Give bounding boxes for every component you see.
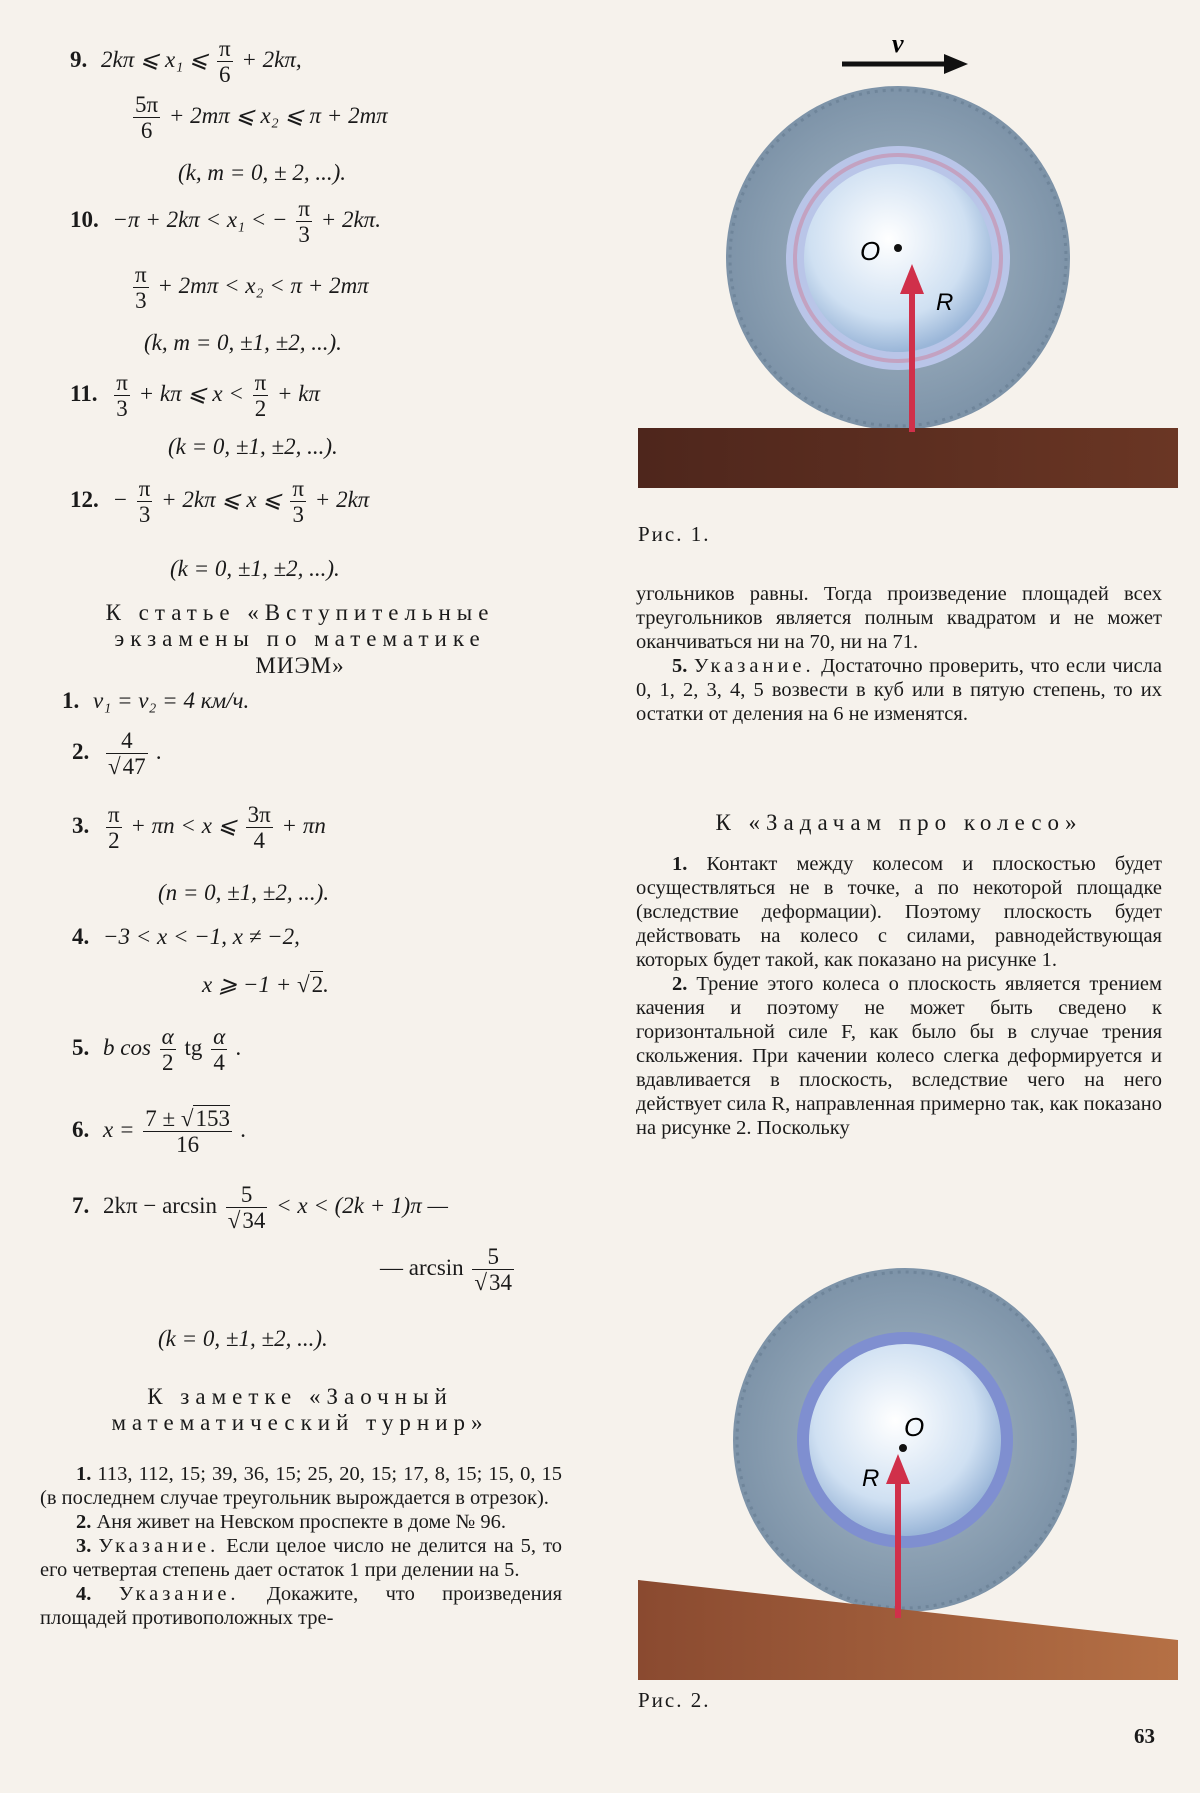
denominator: 3: [298, 222, 310, 248]
denominator: √34: [227, 1208, 266, 1234]
page-number: 63: [1134, 1724, 1155, 1748]
miem-answer-4: [72, 924, 300, 950]
expr: — arcsin: [380, 1255, 464, 1281]
denominator: 3: [138, 502, 151, 528]
expr: + πn < x ⩽: [130, 813, 237, 839]
force-label: R: [862, 1465, 880, 1492]
numerator: 3π: [247, 802, 271, 827]
answer-number: 2.: [672, 973, 688, 995]
miem-answer-6: [72, 1106, 246, 1158]
expr: + 2kπ.: [320, 207, 381, 233]
answer-10-line1: [70, 196, 381, 248]
expr: + 2kπ: [314, 487, 370, 513]
answer-12-line1: [70, 476, 369, 528]
fraction: [253, 370, 269, 422]
denominator: 2: [108, 828, 120, 854]
expr: 2kπ − arcsin: [103, 1193, 218, 1219]
denominator: 6: [219, 62, 231, 88]
sqrt: √2: [297, 972, 324, 997]
tournament-paragraph-2: [40, 1510, 562, 1534]
numerator: 5π: [135, 92, 159, 117]
section-heading-tournament: [60, 1384, 540, 1437]
expr: .: [156, 739, 163, 765]
answer-number: 12.: [70, 487, 99, 513]
answer-9-line3: (k, m = 0, ± 2, ...).: [178, 160, 347, 185]
paragraph-5: [636, 654, 1162, 726]
paragraph-text: Достаточно проверить, что если числа 0, 1, 2, 3, 4, 5 возвести в куб или в пятую степень, то их остатки от деления на 6 не изменятся.: [636, 655, 1163, 725]
fraction: [296, 196, 312, 248]
answer-number: 6.: [72, 1117, 90, 1143]
miem-answer-4-line2: [202, 972, 329, 998]
miem-answer-7: [72, 1182, 448, 1234]
answer-number: 9.: [70, 47, 88, 73]
numerator: 7 ± √153: [145, 1106, 230, 1131]
expr: + 2kπ ⩽ x ⩽: [161, 487, 282, 513]
fraction: [143, 1106, 232, 1158]
denominator: 2: [254, 396, 267, 422]
answer-number: 10.: [70, 207, 99, 233]
expr: b cos: [103, 1035, 151, 1061]
answer-12-line2: (k = 0, ±1, ±2, ...).: [170, 556, 340, 581]
fraction: [106, 802, 122, 854]
numerator: α: [213, 1024, 226, 1049]
answer-number: 4.: [76, 1583, 92, 1605]
velocity-label: v: [892, 29, 904, 58]
fraction: [226, 1182, 268, 1234]
fraction: [133, 262, 149, 314]
heading-line: К заметке «Заочный: [147, 1384, 453, 1409]
answer-number: 3.: [72, 813, 90, 839]
answer-number: 2.: [76, 1511, 92, 1533]
miem-answer-7-line2: [380, 1244, 517, 1296]
expr: −3 < x < −1, x ≠ −2,: [103, 924, 300, 949]
miem-answer-7-line3: (k = 0, ±1, ±2, ...).: [158, 1326, 328, 1351]
fraction: [290, 476, 306, 528]
numerator: π: [292, 476, 305, 501]
miem-answer-2: [72, 728, 162, 780]
answer-number: 7.: [72, 1193, 90, 1219]
paragraph-text: 113, 112, 15; 39, 36, 15; 25, 20, 15; 17, 8, 15; 15, 0, 15 (в последнем случае треугольник вырождается в отрезок).: [40, 1463, 563, 1509]
answer-number: 11.: [70, 381, 98, 407]
answer-number: 2.: [72, 739, 90, 765]
numerator: π: [108, 802, 120, 827]
center-point: [899, 1444, 907, 1452]
force-label: R: [936, 289, 954, 316]
expr: + 2kπ,: [241, 47, 302, 73]
denominator: 6: [140, 118, 153, 144]
figure-1-wheel-flat: [630, 20, 1190, 500]
answer-9-line2: [130, 92, 388, 144]
radicand: 47: [122, 754, 146, 780]
section-heading-wheel: К «Задачам про колесо»: [715, 810, 1083, 835]
tournament-paragraph-4: [40, 1582, 562, 1630]
expr: .: [323, 972, 329, 997]
paragraph-text: Контакт между колесом и плоскостью будет осуществляться не в точке, а по некоторой площадке (вследствие деформации). Поэтому плоскость будет действовать на колесо с силами, равнодействующая которых будет такой, как показано на рисунке 1.: [636, 853, 1163, 971]
tournament-paragraph-1: [40, 1462, 562, 1510]
denominator: 2: [161, 1050, 174, 1076]
expr: .: [235, 1035, 242, 1061]
hint-label: Указание.: [693, 655, 815, 677]
paragraph-text: Аня живет на Невском проспекте в доме № 96.: [96, 1511, 506, 1533]
continuation-paragraph: угольников равны. Тогда произведение площадей всех треугольников является полным квадратом и не может оканчиваться ни на 70, ни на 71.: [636, 583, 1162, 653]
expr: x ⩾ −1 +: [202, 972, 292, 997]
expr: 2kπ ⩽ x₁ ⩽: [101, 47, 209, 73]
center-label: O: [860, 236, 881, 266]
denominator: 3: [116, 396, 128, 422]
expr: v₁ = v₂ = 4 км/ч.: [93, 688, 250, 713]
answer-number: 1.: [76, 1463, 92, 1485]
fraction: [106, 728, 148, 780]
expr: + kπ: [277, 381, 321, 407]
radicand: 153: [195, 1106, 230, 1131]
numerator: π: [298, 196, 310, 221]
answer-number: 3.: [76, 1535, 92, 1557]
expr: + 2mπ ⩽ x₂ ⩽ π + 2mπ: [168, 103, 388, 129]
expr: .: [240, 1117, 247, 1143]
numerator: 5: [226, 1182, 268, 1208]
numerator: π: [116, 370, 128, 395]
answer-10-line3: (k, m = 0, ±1, ±2, ...).: [144, 330, 342, 355]
tournament-paragraph-3: [40, 1534, 562, 1582]
expr: x =: [103, 1117, 135, 1143]
numerator: π: [135, 262, 147, 287]
figure-2-caption: Рис. 2.: [638, 1688, 711, 1712]
fraction: [160, 1024, 176, 1076]
expr: 7 ±: [145, 1106, 176, 1131]
heading-line: К статье «Вступительные: [105, 600, 495, 625]
center-point: [894, 244, 902, 252]
expr: −π + 2kπ < x₁ < −: [112, 207, 288, 233]
radicand: 34: [489, 1270, 513, 1296]
answer-number: 1.: [672, 853, 688, 875]
radicand: 2: [311, 972, 324, 997]
miem-answer-5: [72, 1024, 242, 1076]
numerator: π: [254, 370, 267, 395]
answer-number: 5.: [672, 655, 688, 677]
expr: + 2mπ < x₂ < π + 2mπ: [157, 273, 369, 299]
numerator: α: [161, 1024, 174, 1049]
fraction: [472, 1244, 514, 1296]
heading-line: МИЭМ»: [255, 652, 345, 678]
section-heading-miem: [60, 600, 540, 679]
figure-1-caption: Рис. 1.: [638, 522, 711, 546]
answer-9-line1: [70, 36, 302, 88]
expr: + πn: [281, 813, 326, 839]
ground-flat: [638, 428, 1178, 488]
answer-number: 1.: [62, 688, 80, 713]
denominator: 4: [213, 1050, 225, 1076]
paragraph-text: Если целое число не делится на 5, то его четвертая степень дает остаток 1 при делении на 5.: [40, 1535, 563, 1581]
numerator: 4: [106, 728, 148, 754]
expr: < x < (2k + 1)π —: [276, 1193, 448, 1219]
velocity-arrow: [842, 54, 968, 74]
hub: [804, 164, 992, 352]
fraction: [211, 1024, 227, 1076]
figure-2-wheel-incline: [630, 1240, 1190, 1680]
radicand: 34: [242, 1208, 266, 1234]
heading-line: математический турнир»: [111, 1410, 489, 1436]
hint-label: Указание.: [118, 1583, 240, 1605]
tournament-answers: [40, 1462, 562, 1630]
paragraph-text: Трение этого колеса о плоскость является трением качения и поэтому не может быть сведено к горизонтальной силе F, как было бы в случае трения скольжения. При качении колесо слегка деформируется и вдавливается в плоскость, вследствие чего на него действует сила R, направленная примерно так, как показано на рисунке 2. Поскольку: [636, 973, 1162, 1139]
answer-11-line1: [70, 370, 320, 422]
fraction: [246, 802, 273, 854]
fraction: [137, 476, 153, 528]
wheel-paragraph-1: [636, 852, 1162, 972]
miem-answer-1: [62, 688, 249, 714]
center-label: O: [904, 1412, 925, 1442]
paragraph-text: Докажите, что произведения площадей противоположных тре-: [40, 1583, 563, 1629]
denominator: √47: [108, 754, 146, 780]
wheel-answers: [636, 852, 1162, 1140]
heading-line: экзамены по математике: [114, 626, 486, 652]
expr: + kπ ⩽ x <: [138, 381, 244, 407]
right-text-top: [636, 582, 1162, 726]
numerator: π: [218, 36, 231, 61]
numerator: π: [138, 476, 151, 501]
answer-number: 4.: [72, 924, 90, 949]
fraction: [114, 370, 130, 422]
answer-10-line2: [130, 262, 369, 314]
wheel-paragraph-2: [636, 972, 1162, 1140]
denominator: 16: [176, 1132, 200, 1158]
hint-label: Указание.: [98, 1535, 220, 1557]
denominator: √34: [474, 1270, 513, 1296]
fraction: [133, 92, 160, 144]
numerator: 5: [472, 1244, 514, 1270]
answer-number: 5.: [72, 1035, 90, 1061]
fraction: [217, 36, 233, 88]
miem-answer-3: [72, 802, 326, 854]
answer-11-line2: (k = 0, ±1, ±2, ...).: [168, 434, 338, 459]
miem-answer-3-line2: (n = 0, ±1, ±2, ...).: [158, 880, 330, 905]
denominator: 4: [253, 828, 265, 854]
denominator: 3: [135, 288, 147, 314]
expr: −: [112, 487, 129, 513]
expr: tg: [184, 1035, 203, 1061]
denominator: 3: [292, 502, 304, 528]
